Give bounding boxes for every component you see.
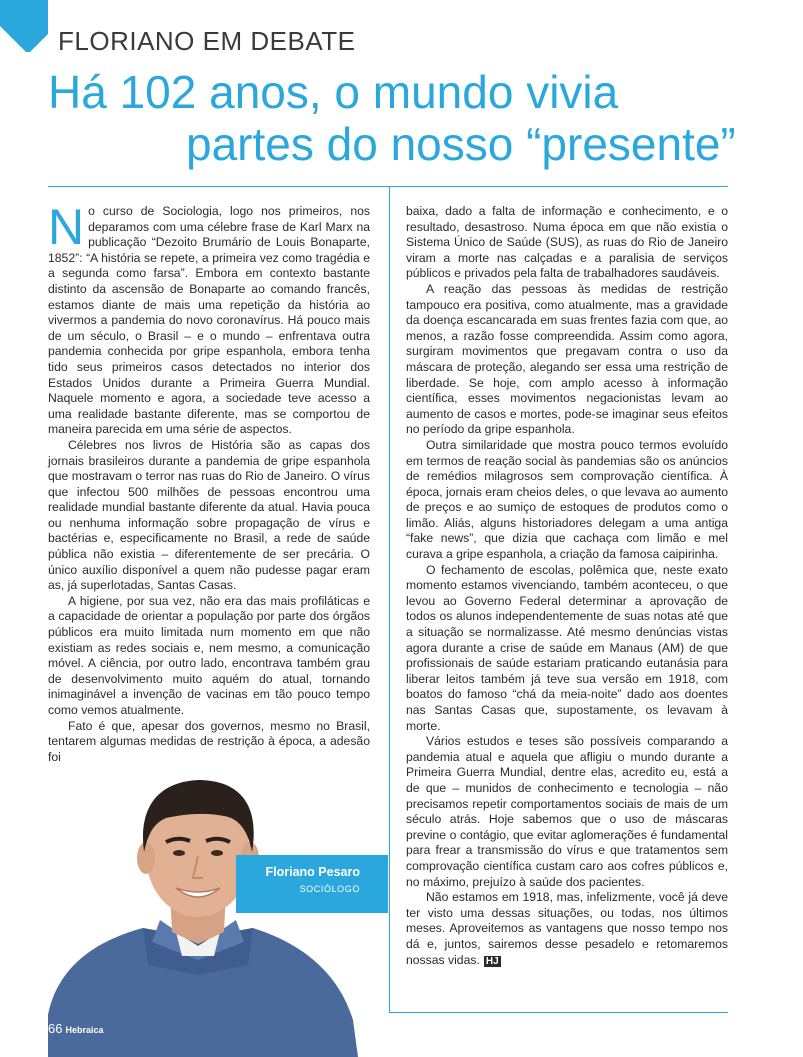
magazine-name: Hebraica: [65, 1025, 104, 1035]
paragraph: A higiene, por sua vez, não era das mais profiláticas e a capacidade de orientar a população por parte dos órgãos públicos era muito limitada num momento em que não existiam as redes sociais e, nem mesmo, a comunicação móvel. A ciência, por outro lado, encontrava também grau de desenvolvimento muito aquém do atual, tornando inimaginável a invenção de vacinas em tão pouco tempo como vemos atualmente.: [48, 593, 370, 717]
paragraph: baixa, dado a falta de informação e conhecimento, e o resultado, desastroso. Numa época em que não existia o Sistema Único de Saúde (SUS), as ruas do Rio de Janeiro viram a morte nas calçadas e a paralisia de serviços públicos e privados pela falta de trabalhadores saudáveis.: [406, 204, 728, 281]
column-divider: [389, 186, 390, 1012]
end-of-article-mark: HJ: [485, 955, 499, 967]
article-headline: [48, 66, 748, 170]
headline-line-2: partes do nosso “presente”: [186, 118, 736, 170]
corner-accent: [0, 0, 48, 52]
paragraph: A reação das pessoas às medidas de restrição tampouco era positiva, como atualmente, mas a gravidade da doença escancarada em suas frentes fazia com que, ao menos, a razão fosse compreendida. Assim como agora, surgiram movimentos que pregavam contra o uso da máscara de proteção, alegando ser essa uma restrição de liberdade. Se hoje, com amplo acesso à informação científica, esses movimentos negacionistas levam ao aumento de casos e mortes, pode-se imaginar seus efeitos no período da gripe espanhola.: [406, 281, 728, 437]
section-title: FLORIANO EM DEBATE: [58, 26, 356, 56]
headline-line-1: Há 102 anos, o mundo vivia: [48, 66, 619, 118]
paragraph-text: Não estamos em 1918, mas, infelizmente, você já deve ter visto uma dessas situações, ou todas, nos últimos meses. Aproveitemos as vantagens que nosso tempo nos dá e, juntos, sairemos desse pesadelo e retomaremos nossas vidas.: [406, 890, 728, 967]
paragraph: Fato é que, apesar dos governos, mesmo no Brasil, tentarem algumas medidas de restrição à época, a adesão foi: [48, 718, 370, 764]
page-footer: [48, 1021, 104, 1036]
author-name: Floriano Pesaro: [265, 865, 360, 879]
column-top-rule: [48, 186, 728, 187]
paragraph-text: o curso de Sociologia, logo nos primeiros, nos deparamos com uma célebre frase de Karl Marx na publicação “Dezoito Brumário de Louis Bonaparte, 1852”: “A história se repete, a primeira vez como tragédia e a segunda como farsa”. Embora em contexto bastante distinto da ascensão de Bonaparte ao comando francês, estamos diante de mais uma repetição da história ao vivermos a pandemia do novo coronavírus. Há pouco mais de um século, o Brasil – e o mundo – enfrentava outra pandemia conhecida por gripe espanhola, embora tenha tido seus primeiros casos detectados no interior dos Estados Unidos durante a Primeira Guerra Mundial. Naquele momento e agora, a sociedade teve acesso a uma realidade bastante diferente, mas se comportou de maneira parecida em uma série de aspectos.: [48, 204, 370, 437]
paragraph: Outra similaridade que mostra pouco termos evoluído em termos de reação social às pandemias são os anúncios de remédios milagrosos sem comprovação científica. À época, jornais eram cheios deles, o que levava ao aumento de preços e ao sumiço de estoques de produtos como o limão. Aliás, alguns historiadores delegam a uma antiga “fake news”, que dizia que cachaça com limão e mel curava a gripe espanhola, a criação da famosa caipirinha.: [406, 437, 728, 562]
paragraph: Vários estudos e teses são possíveis comparando a pandemia atual e aquela que afligiu o mundo durante a Primeira Guerra Mundial, dentre elas, acredito eu, está a de que – munidos de conhecimento e tecnologia – não precisamos repetir comportamentos sociais de mais de um século atrás. Hoje sabemos que o uso de máscaras previne o contágio, que evitar aglomerações é fundamental para frear a transmissão do vírus e que tratamentos sem comprovação científica custam caro aos cofres públicos e, no máximo, prejuízo à saúde dos pacientes.: [406, 734, 728, 889]
author-caption: [236, 855, 388, 913]
author-role: SOCIÓLOGO: [299, 884, 360, 894]
paragraph: [406, 890, 728, 968]
paragraph: Célebres nos livros de História são as capas dos jornais brasileiros durante a pandemia de gripe espanhola que mostravam o terror nas ruas do Rio de Janeiro. O vírus que infectou 500 milhões de pessoas encontrou uma realidade mundial bastante diferente da atual. Havia pouca ou nenhuma informação sobre propagação de vírus e bactérias e, especificamente no Brasil, a rede de saúde pública não existia – diferentemente de ser precária. O único auxílio disponível a quem não pudesse pagar eram as, já superlotadas, Santas Casas.: [48, 437, 370, 593]
page-number: 66: [48, 1021, 63, 1036]
column-bottom-rule: [389, 1012, 728, 1013]
drop-cap: N: [48, 199, 85, 255]
paragraph: [48, 199, 370, 438]
paragraph: O fechamento de escolas, polêmica que, neste exato momento estamos vivenciando, também aconteceu, o que levou ao Governo Federal determinar a aprovação de todos os alunos independentemente de suas notas até que a situação se normalizasse. Até mesmo denúncias vistas agora durante a crise de saúde em Manaus (AM) de que profissionais de saúde estariam praticando eutanásia para liberar leitos também já teve sua versão em 1918, com boatos do famoso “chá da meia-noite” dado aos doentes nas Santas Casas que, supostamente, os levavam à morte.: [406, 562, 728, 733]
article-column-left: [48, 199, 370, 764]
article-column-right: [406, 204, 728, 1004]
